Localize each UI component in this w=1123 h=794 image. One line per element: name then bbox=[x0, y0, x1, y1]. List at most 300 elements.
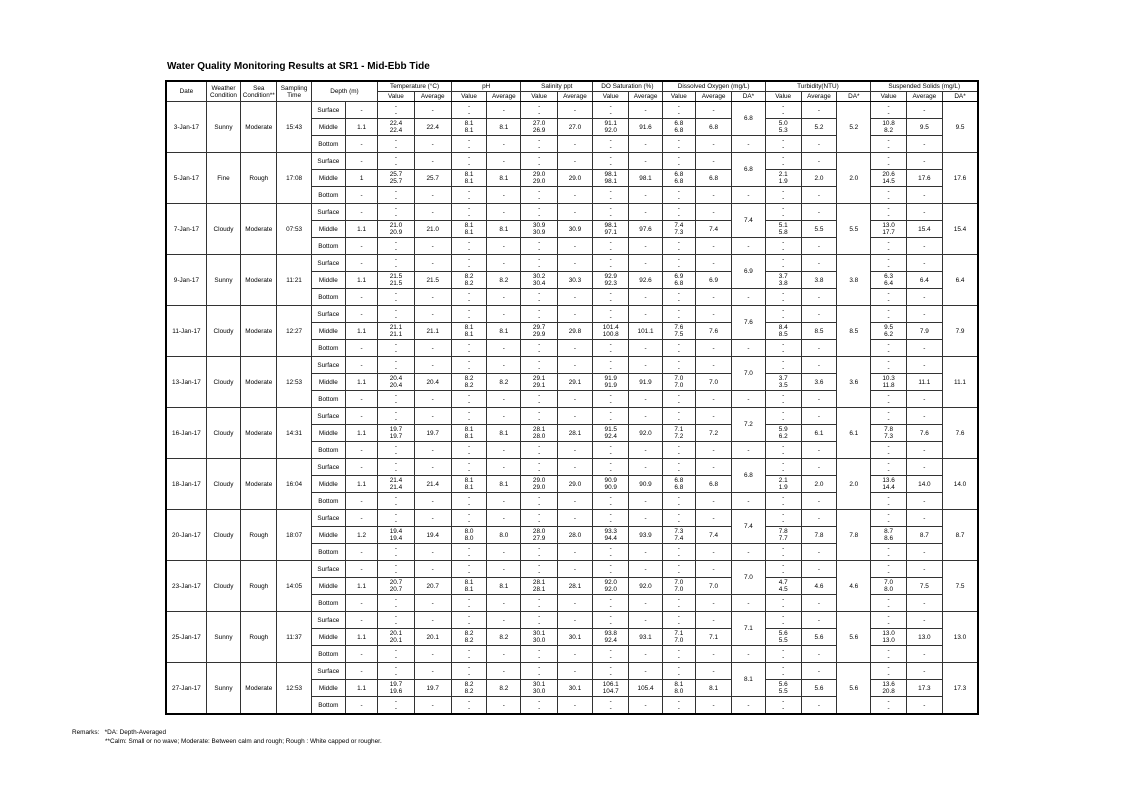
turb-value-cell-reading: - bbox=[782, 443, 785, 450]
do-average-cell: - bbox=[695, 153, 731, 170]
ph-average-cell: - bbox=[487, 408, 521, 425]
ph-value-cell-reading: - bbox=[467, 664, 471, 671]
temp-value-cell-reading: - bbox=[394, 348, 397, 355]
sal-average-cell: - bbox=[557, 510, 592, 527]
turb-value-cell bbox=[765, 238, 801, 255]
dos-average-cell: 101.1 bbox=[629, 323, 662, 340]
temp-value-cell-reading: 21.4 bbox=[389, 477, 403, 484]
subheader-value: Value bbox=[765, 92, 801, 102]
sal-average-cell: - bbox=[557, 391, 592, 408]
do-value-cell-reading: 7.0 bbox=[674, 375, 684, 382]
ss-da-cell: 6.4 bbox=[943, 255, 978, 306]
ss-average-cell: 9.5 bbox=[906, 119, 942, 136]
dos-value-cell bbox=[593, 221, 629, 238]
ss-value-cell-reading: - bbox=[887, 552, 890, 559]
ph-value-cell-reading: - bbox=[467, 494, 471, 501]
ss-value-cell-reading: - bbox=[887, 348, 890, 355]
sal-value-cell-reading: - bbox=[538, 443, 541, 450]
level-cell: Surface bbox=[311, 306, 345, 323]
dos-value-cell bbox=[593, 272, 629, 289]
do-average-cell: 7.2 bbox=[695, 425, 731, 442]
ss-value-cell-reading: 7.3 bbox=[884, 433, 894, 440]
ss-average-cell: - bbox=[906, 153, 942, 170]
temp-value-cell-reading: 21.1 bbox=[389, 331, 403, 338]
ph-value-cell bbox=[451, 289, 486, 306]
ph-average-cell: - bbox=[487, 544, 521, 561]
turb-value-cell bbox=[765, 510, 801, 527]
weather-cell: Sunny bbox=[206, 663, 240, 715]
dos-value-cell-reading: - bbox=[609, 195, 612, 202]
sal-value-cell bbox=[521, 204, 557, 221]
date-cell: 23-Jan-17 bbox=[166, 561, 206, 612]
do-value-cell bbox=[662, 561, 695, 578]
sal-value-cell-reading: - bbox=[538, 161, 541, 168]
temp-value-cell-reading: - bbox=[394, 144, 397, 151]
level-cell: Surface bbox=[311, 663, 345, 680]
turb-value-cell-reading: - bbox=[782, 341, 785, 348]
ph-value-cell-reading: 8.0 bbox=[464, 535, 474, 542]
level-cell: Surface bbox=[311, 102, 345, 119]
ph-value-cell bbox=[451, 476, 486, 493]
temp-value-cell bbox=[378, 136, 414, 153]
turb-value-cell bbox=[765, 221, 801, 238]
dos-value-cell bbox=[593, 323, 629, 340]
dos-value-cell-reading: - bbox=[609, 365, 612, 372]
temp-average-cell: - bbox=[414, 646, 451, 663]
ph-value-cell bbox=[451, 510, 486, 527]
level-cell: Bottom bbox=[311, 442, 345, 459]
temp-value-cell-reading: 20.1 bbox=[389, 630, 403, 637]
sal-value-cell-reading: - bbox=[538, 212, 541, 219]
ph-value-cell-reading: - bbox=[467, 110, 471, 117]
do-value-cell-reading: - bbox=[677, 239, 680, 246]
ss-value-cell-reading: 8.6 bbox=[884, 535, 894, 542]
turb-value-cell bbox=[765, 646, 801, 663]
do-value-cell bbox=[662, 119, 695, 136]
ss-value-cell bbox=[871, 493, 906, 510]
ss-value-cell-reading: 13.6 bbox=[882, 681, 895, 688]
do-da-cell: 7.6 bbox=[732, 306, 765, 340]
ss-value-cell-reading: 8.7 bbox=[884, 528, 894, 535]
ss-average-cell: - bbox=[906, 204, 942, 221]
ss-value-cell bbox=[871, 391, 906, 408]
sal-value-cell bbox=[521, 595, 557, 612]
turb-average-cell: 2.0 bbox=[801, 170, 836, 187]
ss-average-cell: - bbox=[906, 306, 942, 323]
ss-da-cell: 8.7 bbox=[943, 510, 978, 561]
temp-value-cell-reading: - bbox=[394, 256, 397, 263]
turb-value-cell-reading: - bbox=[782, 358, 785, 365]
do-value-cell-reading: - bbox=[677, 212, 680, 219]
temp-average-cell: 20.7 bbox=[414, 578, 451, 595]
turb-value-cell bbox=[765, 629, 801, 646]
ss-average-cell: 15.4 bbox=[906, 221, 942, 238]
turb-da-cell: 5.2 bbox=[837, 102, 871, 153]
temp-value-cell bbox=[378, 493, 414, 510]
sal-value-cell-reading: - bbox=[538, 205, 541, 212]
sal-average-cell: - bbox=[557, 561, 592, 578]
ss-value-cell bbox=[871, 646, 906, 663]
temp-value-cell-reading: - bbox=[394, 297, 397, 304]
depth-cell: 1.1 bbox=[345, 578, 377, 595]
ss-da-cell: 14.0 bbox=[943, 459, 978, 510]
dos-value-cell-reading: 91.5 bbox=[604, 426, 617, 433]
remarks-line1: *DA: Depth-Averaged bbox=[104, 729, 167, 736]
temp-value-cell-reading: - bbox=[394, 620, 397, 627]
do-average-cell: - bbox=[695, 136, 731, 153]
dos-value-cell bbox=[593, 357, 629, 374]
dos-value-cell-reading: - bbox=[609, 664, 612, 671]
do-value-cell-reading: - bbox=[677, 569, 680, 576]
ss-value-cell bbox=[871, 255, 906, 272]
depth-cell: 1.1 bbox=[345, 323, 377, 340]
ss-value-cell-reading: 17.7 bbox=[882, 229, 895, 236]
level-cell: Middle bbox=[311, 221, 345, 238]
sal-value-cell bbox=[521, 442, 557, 459]
sal-value-cell-reading: 29.1 bbox=[532, 375, 546, 382]
do-value-cell-reading: - bbox=[677, 399, 680, 406]
dos-value-cell bbox=[593, 442, 629, 459]
do-value-cell-reading: 6.8 bbox=[674, 178, 684, 185]
ph-value-cell-reading: 8.0 bbox=[464, 528, 474, 535]
ph-value-cell-reading: - bbox=[467, 545, 471, 552]
do-value-cell bbox=[662, 510, 695, 527]
temp-average-cell: - bbox=[414, 306, 451, 323]
dos-value-cell-reading: 92.0 bbox=[604, 579, 617, 586]
temp-value-cell-reading: - bbox=[394, 358, 397, 365]
turb-value-cell-reading: - bbox=[782, 620, 785, 627]
turb-value-cell bbox=[765, 119, 801, 136]
ph-value-cell-reading: - bbox=[467, 341, 471, 348]
turb-average-cell: - bbox=[801, 663, 836, 680]
ph-average-cell: - bbox=[487, 187, 521, 204]
ss-value-cell-reading: - bbox=[887, 256, 890, 263]
dos-value-cell bbox=[593, 697, 629, 715]
temp-value-cell bbox=[378, 187, 414, 204]
do-value-cell-reading: - bbox=[677, 467, 680, 474]
ph-value-cell-reading: 8.2 bbox=[464, 681, 474, 688]
temp-value-cell-reading: 25.7 bbox=[389, 178, 403, 185]
temp-average-cell: 20.4 bbox=[414, 374, 451, 391]
ss-value-cell-reading: 8.0 bbox=[884, 586, 894, 593]
sal-value-cell-reading: - bbox=[538, 552, 541, 559]
turb-average-cell: - bbox=[801, 289, 836, 306]
temp-value-cell-reading: - bbox=[394, 552, 397, 559]
depth-cell: 1.1 bbox=[345, 272, 377, 289]
ph-value-cell-reading: - bbox=[467, 511, 471, 518]
ph-value-cell-reading: - bbox=[467, 416, 471, 423]
ss-value-cell-reading: 7.0 bbox=[884, 579, 894, 586]
do-value-cell-reading: - bbox=[677, 256, 680, 263]
temp-value-cell-reading: - bbox=[394, 545, 397, 552]
time-cell: 16:04 bbox=[277, 459, 311, 510]
table-row bbox=[166, 561, 978, 578]
turb-value-cell-reading: - bbox=[782, 392, 785, 399]
turb-value-cell bbox=[765, 493, 801, 510]
dos-average-cell: - bbox=[629, 306, 662, 323]
results-table bbox=[165, 80, 979, 715]
ph-value-cell-reading: - bbox=[467, 399, 471, 406]
ph-value-cell bbox=[451, 646, 486, 663]
temp-value-cell bbox=[378, 612, 414, 629]
do-value-cell-reading: - bbox=[677, 443, 680, 450]
ss-da-cell: 7.9 bbox=[943, 306, 978, 357]
temp-value-cell-reading: 19.6 bbox=[389, 688, 403, 695]
ph-value-cell bbox=[451, 238, 486, 255]
sal-average-cell: - bbox=[557, 493, 592, 510]
ss-average-cell: - bbox=[906, 357, 942, 374]
ss-value-cell-reading: - bbox=[887, 307, 890, 314]
ph-value-cell-reading: 8.2 bbox=[464, 630, 474, 637]
ss-average-cell: - bbox=[906, 340, 942, 357]
turb-value-cell-reading: 5.9 bbox=[778, 426, 788, 433]
dos-value-cell-reading: 90.9 bbox=[604, 484, 617, 491]
ph-value-cell bbox=[451, 102, 486, 119]
temp-value-cell bbox=[378, 323, 414, 340]
ph-value-cell bbox=[451, 340, 486, 357]
sal-value-cell-reading: - bbox=[538, 195, 541, 202]
sal-value-cell-reading: - bbox=[538, 698, 541, 705]
dos-value-cell-reading: 100.8 bbox=[602, 331, 619, 338]
date-cell: 25-Jan-17 bbox=[166, 612, 206, 663]
ss-average-cell: - bbox=[906, 544, 942, 561]
sal-value-cell bbox=[521, 187, 557, 204]
turb-value-cell-reading: - bbox=[782, 647, 785, 654]
do-value-cell-reading: 7.4 bbox=[674, 222, 684, 229]
sal-value-cell-reading: - bbox=[538, 671, 541, 678]
ph-value-cell bbox=[451, 306, 486, 323]
ss-value-cell-reading: 6.2 bbox=[884, 331, 894, 338]
temp-value-cell-reading: - bbox=[394, 161, 397, 168]
turb-average-cell: - bbox=[801, 544, 836, 561]
dos-value-cell-reading: 91.9 bbox=[604, 382, 617, 389]
do-value-cell-reading: 8.1 bbox=[674, 681, 684, 688]
do-average-cell: - bbox=[695, 204, 731, 221]
subheader-average: Average bbox=[695, 92, 731, 102]
sal-average-cell: - bbox=[557, 459, 592, 476]
sal-value-cell bbox=[521, 663, 557, 680]
dos-average-cell: - bbox=[629, 561, 662, 578]
subheader-value: Value bbox=[593, 92, 629, 102]
temp-value-cell bbox=[378, 374, 414, 391]
ss-value-cell bbox=[871, 221, 906, 238]
do-value-cell-reading: 6.8 bbox=[674, 120, 684, 127]
do-value-cell-reading: - bbox=[677, 596, 680, 603]
dos-value-cell-reading: - bbox=[609, 348, 612, 355]
ph-average-cell: - bbox=[487, 357, 521, 374]
turb-value-cell bbox=[765, 544, 801, 561]
do-da-cell: - bbox=[732, 187, 765, 204]
temp-average-cell: - bbox=[414, 561, 451, 578]
turb-average-cell: 4.6 bbox=[801, 578, 836, 595]
date-cell: 9-Jan-17 bbox=[166, 255, 206, 306]
table-row bbox=[166, 510, 978, 527]
do-da-cell: - bbox=[732, 442, 765, 459]
turb-average-cell: - bbox=[801, 102, 836, 119]
do-average-cell: - bbox=[695, 102, 731, 119]
ph-value-cell bbox=[451, 187, 486, 204]
turb-value-cell-reading: - bbox=[782, 314, 785, 321]
ph-average-cell: 8.1 bbox=[487, 425, 521, 442]
ph-value-cell-reading: - bbox=[467, 154, 471, 161]
sal-average-cell: 27.0 bbox=[557, 119, 592, 136]
ss-value-cell bbox=[871, 238, 906, 255]
dos-value-cell-reading: - bbox=[609, 144, 612, 151]
turb-average-cell: - bbox=[801, 187, 836, 204]
ph-average-cell: - bbox=[487, 663, 521, 680]
ss-value-cell-reading: - bbox=[887, 698, 890, 705]
ph-value-cell-reading: - bbox=[467, 698, 471, 705]
ph-value-cell-reading: - bbox=[467, 671, 471, 678]
dos-average-cell: - bbox=[629, 357, 662, 374]
ph-value-cell-reading: - bbox=[467, 161, 471, 168]
sal-value-cell bbox=[521, 544, 557, 561]
dos-value-cell bbox=[593, 527, 629, 544]
time-cell: 14:31 bbox=[277, 408, 311, 459]
turb-value-cell-reading: - bbox=[782, 290, 785, 297]
ss-value-cell-reading: - bbox=[887, 545, 890, 552]
dos-average-cell: - bbox=[629, 153, 662, 170]
temp-average-cell: - bbox=[414, 595, 451, 612]
remarks-line2: **Calm: Small or no wave; Moderate: Between calm and rough; Rough : White capped or rougher. bbox=[105, 738, 382, 745]
turb-value-cell bbox=[765, 153, 801, 170]
turb-average-cell: 3.8 bbox=[801, 272, 836, 289]
ph-value-cell-reading: - bbox=[467, 188, 471, 195]
turb-average-cell: - bbox=[801, 595, 836, 612]
do-value-cell bbox=[662, 442, 695, 459]
dos-value-cell bbox=[593, 119, 629, 136]
sal-value-cell-reading: - bbox=[538, 137, 541, 144]
turb-value-cell-reading: 3.7 bbox=[778, 375, 788, 382]
turb-da-cell: 3.8 bbox=[837, 255, 871, 306]
ss-value-cell-reading: - bbox=[887, 365, 890, 372]
dos-value-cell bbox=[593, 680, 629, 697]
temp-average-cell: - bbox=[414, 544, 451, 561]
temp-value-cell-reading: - bbox=[394, 399, 397, 406]
turb-da-cell: 2.0 bbox=[837, 153, 871, 204]
turb-value-cell bbox=[765, 697, 801, 715]
ph-value-cell-reading: - bbox=[467, 103, 471, 110]
ph-value-cell bbox=[451, 680, 486, 697]
turb-value-cell-reading: 1.9 bbox=[778, 178, 788, 185]
turb-value-cell-reading: - bbox=[782, 511, 785, 518]
dos-value-cell bbox=[593, 238, 629, 255]
level-cell: Surface bbox=[311, 204, 345, 221]
turb-value-cell-reading: - bbox=[782, 365, 785, 372]
turb-value-cell-reading: - bbox=[782, 239, 785, 246]
do-average-cell: 8.1 bbox=[695, 680, 731, 697]
ph-value-cell bbox=[451, 408, 486, 425]
sal-value-cell-reading: - bbox=[538, 263, 541, 270]
dos-average-cell: - bbox=[629, 255, 662, 272]
temp-value-cell bbox=[378, 476, 414, 493]
sal-value-cell-reading: - bbox=[538, 511, 541, 518]
ss-value-cell-reading: 13.0 bbox=[882, 222, 895, 229]
ph-value-cell-reading: 8.2 bbox=[464, 273, 474, 280]
dos-value-cell-reading: - bbox=[609, 494, 612, 501]
level-cell: Bottom bbox=[311, 136, 345, 153]
do-value-cell bbox=[662, 612, 695, 629]
ss-value-cell bbox=[871, 680, 906, 697]
temp-average-cell: 19.7 bbox=[414, 680, 451, 697]
do-value-cell bbox=[662, 187, 695, 204]
dos-value-cell bbox=[593, 493, 629, 510]
dos-value-cell-reading: 98.1 bbox=[604, 178, 617, 185]
sal-value-cell-reading: - bbox=[538, 518, 541, 525]
ss-value-cell-reading: 7.8 bbox=[884, 426, 894, 433]
depth-cell: - bbox=[345, 408, 377, 425]
temp-value-cell bbox=[378, 510, 414, 527]
do-value-cell bbox=[662, 527, 695, 544]
temp-value-cell bbox=[378, 255, 414, 272]
turb-average-cell: 2.0 bbox=[801, 476, 836, 493]
do-average-cell: - bbox=[695, 544, 731, 561]
sal-value-cell bbox=[521, 340, 557, 357]
sal-value-cell-reading: 29.9 bbox=[532, 331, 546, 338]
temp-value-cell-reading: - bbox=[394, 569, 397, 576]
dos-average-cell: 93.1 bbox=[629, 629, 662, 646]
do-value-cell-reading: - bbox=[677, 613, 680, 620]
temp-value-cell bbox=[378, 697, 414, 715]
ph-value-cell bbox=[451, 629, 486, 646]
ss-value-cell-reading: - bbox=[887, 358, 890, 365]
depth-cell: 1.1 bbox=[345, 119, 377, 136]
ph-value-cell-reading: - bbox=[467, 501, 471, 508]
ss-value-cell bbox=[871, 408, 906, 425]
do-average-cell: 7.4 bbox=[695, 221, 731, 238]
ss-value-cell-reading: - bbox=[887, 654, 890, 661]
sal-value-cell-reading: 30.2 bbox=[532, 273, 546, 280]
weather-cell: Fine bbox=[206, 153, 240, 204]
sal-value-cell-reading: - bbox=[538, 348, 541, 355]
do-da-cell: - bbox=[732, 391, 765, 408]
ph-value-cell-reading: 8.1 bbox=[464, 171, 474, 178]
dos-value-cell-reading: 93.8 bbox=[604, 630, 617, 637]
ph-value-cell-reading: - bbox=[467, 705, 471, 712]
ss-value-cell-reading: - bbox=[887, 195, 890, 202]
dos-value-cell-reading: 98.1 bbox=[604, 222, 617, 229]
do-value-cell-reading: - bbox=[677, 705, 680, 712]
depth-cell: - bbox=[345, 391, 377, 408]
sal-value-cell-reading: 29.0 bbox=[532, 484, 546, 491]
temp-value-cell-reading: - bbox=[394, 212, 397, 219]
do-average-cell: - bbox=[695, 255, 731, 272]
ph-value-cell-reading: - bbox=[467, 569, 471, 576]
turb-average-cell: - bbox=[801, 340, 836, 357]
time-cell: 11:37 bbox=[277, 612, 311, 663]
sal-value-cell-reading: 27.0 bbox=[532, 120, 546, 127]
depth-cell: - bbox=[345, 136, 377, 153]
dos-value-cell-reading: - bbox=[609, 613, 612, 620]
dos-value-cell-reading: 92.0 bbox=[604, 127, 617, 134]
ss-value-cell bbox=[871, 442, 906, 459]
ph-value-cell-reading: - bbox=[467, 314, 471, 321]
ph-value-cell bbox=[451, 527, 486, 544]
do-value-cell-reading: - bbox=[677, 562, 680, 569]
do-da-cell: - bbox=[732, 289, 765, 306]
turb-value-cell-reading: 4.5 bbox=[778, 586, 788, 593]
turb-value-cell-reading: - bbox=[782, 450, 785, 457]
turb-value-cell-reading: - bbox=[782, 552, 785, 559]
turb-value-cell-reading: - bbox=[782, 705, 785, 712]
sal-value-cell-reading: - bbox=[538, 365, 541, 372]
turb-value-cell-reading: 5.3 bbox=[778, 127, 788, 134]
turb-average-cell: 5.6 bbox=[801, 629, 836, 646]
depth-cell: - bbox=[345, 340, 377, 357]
turb-da-cell: 3.6 bbox=[837, 357, 871, 408]
ph-value-cell-reading: 8.1 bbox=[464, 433, 474, 440]
ph-value-cell-reading: - bbox=[467, 443, 471, 450]
